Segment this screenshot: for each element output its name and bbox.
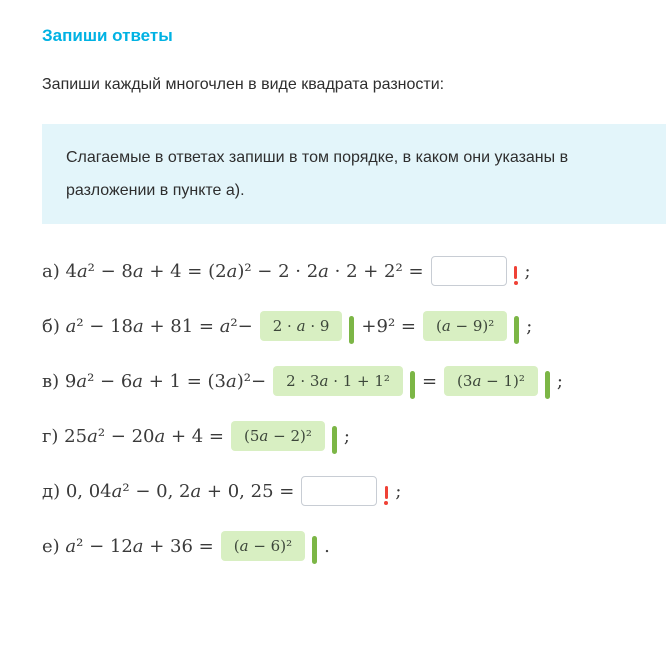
page-title: Запиши ответы — [42, 26, 173, 45]
answer-filled[interactable]: (a − 6)² — [221, 531, 305, 561]
math-expression: +9² = — [361, 315, 416, 337]
answer-filled[interactable]: (3a − 1)² — [444, 366, 538, 396]
math-expression: д) 0, 04a² − 0, 2a + 0, 25 = — [42, 480, 295, 502]
math-punctuation: ; — [395, 480, 402, 502]
math-expression: г) 25a² − 20a + 4 = — [42, 425, 224, 447]
equation-row-b — [42, 309, 646, 343]
equation-row-e — [42, 529, 646, 563]
answer-input[interactable] — [301, 476, 377, 506]
text-cursor-icon — [514, 316, 519, 344]
math-expression: е) a² − 12a + 36 = — [42, 535, 214, 557]
attention-cursor-icon — [514, 266, 518, 285]
answer-filled[interactable]: 2 · a · 9 — [260, 311, 343, 341]
math-punctuation: ; — [343, 425, 350, 447]
note-text: Слагаемые в ответах запиши в том порядке, в каком они указаны в разложении в пункте а). — [66, 149, 569, 199]
math-punctuation: . — [324, 535, 330, 557]
math-expression: в) 9a² − 6a + 1 = (3a)²− — [42, 370, 267, 392]
text-cursor-icon — [349, 316, 354, 344]
text-cursor-icon — [312, 536, 317, 564]
answer-filled[interactable]: 2 · 3a · 1 + 1² — [273, 366, 403, 396]
attention-cursor-icon — [384, 486, 388, 505]
text-cursor-icon — [545, 371, 550, 399]
math-expression: = — [421, 370, 438, 392]
answer-filled[interactable]: (5a − 2)² — [231, 421, 325, 451]
math-expression: а) 4a² − 8a + 4 = (2a)² − 2 · 2a · 2 + 2² = — [42, 260, 424, 282]
equation-row-a — [42, 254, 646, 288]
math-punctuation: ; — [524, 260, 531, 282]
equation-row-g — [42, 419, 646, 453]
equation-row-d — [42, 474, 646, 508]
math-expression: б) a² − 18a + 81 = a²− — [42, 315, 253, 337]
note-box — [42, 124, 666, 224]
task-instruction: Запиши каждый многочлен в виде квадрата разности: — [42, 76, 445, 93]
math-punctuation: ; — [526, 315, 533, 337]
text-cursor-icon — [332, 426, 337, 454]
equations-list — [42, 254, 666, 563]
text-cursor-icon — [410, 371, 415, 399]
equation-row-v — [42, 364, 646, 398]
math-punctuation: ; — [556, 370, 563, 392]
answer-filled[interactable]: (a − 9)² — [423, 311, 507, 341]
answer-input[interactable] — [431, 256, 507, 286]
